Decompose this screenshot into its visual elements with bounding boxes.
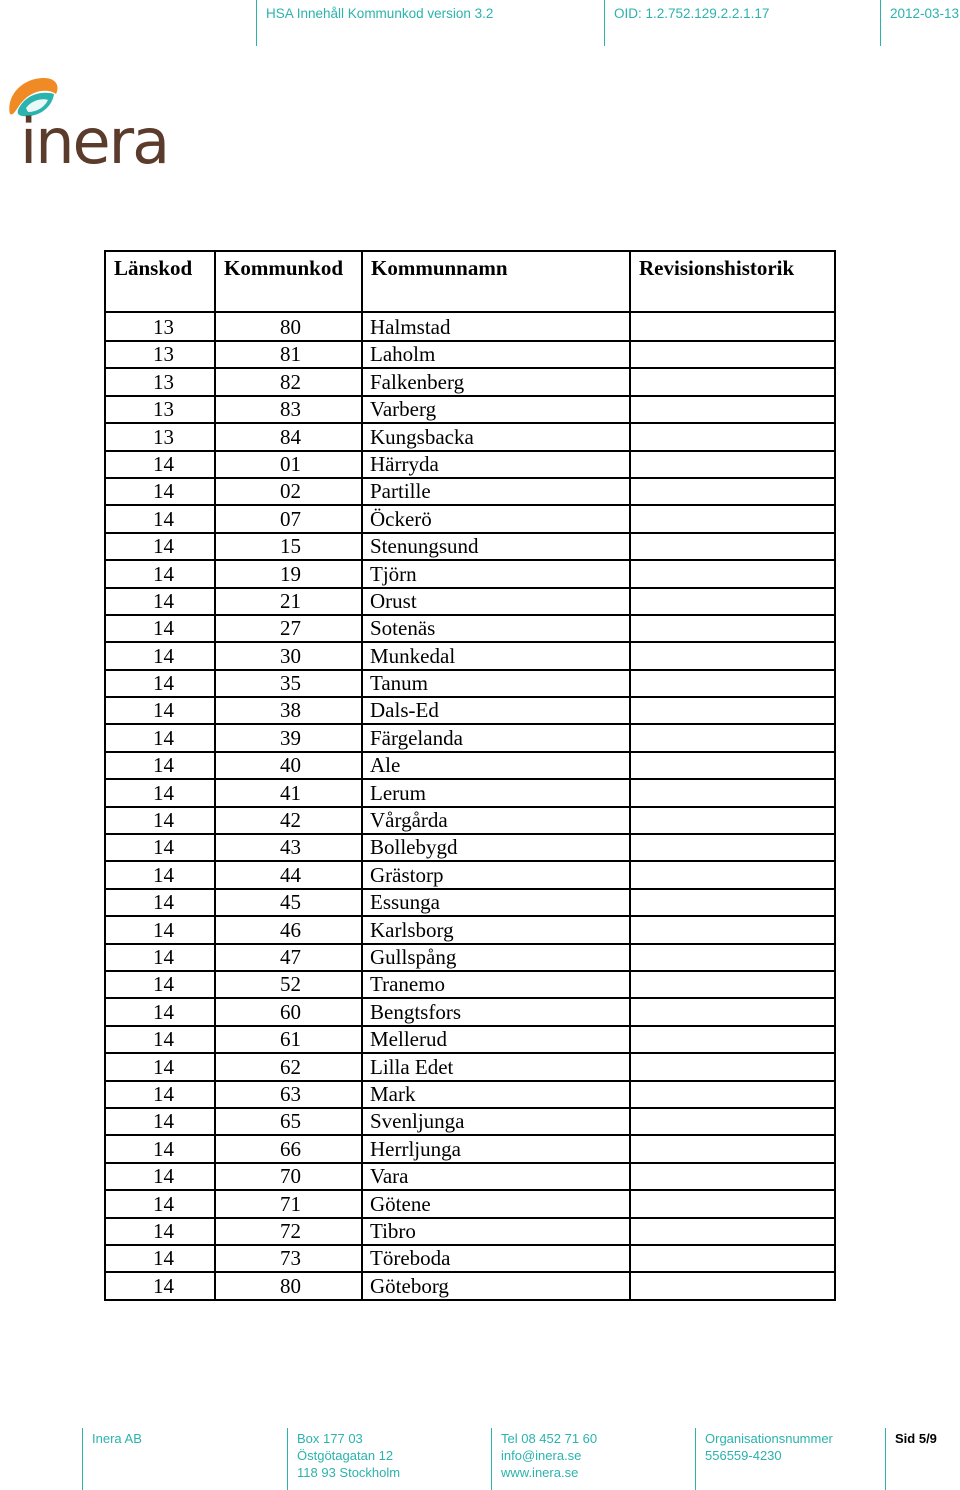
footer-org-label: Organisationsnummer bbox=[705, 1431, 833, 1446]
table-row bbox=[105, 1218, 835, 1245]
footer-website-link[interactable]: www.inera.se bbox=[501, 1465, 579, 1480]
kommunkod-cell: 15 bbox=[215, 533, 362, 560]
revisionshistorik-cell bbox=[630, 861, 835, 888]
header-doc-title: HSA Innehåll Kommunkod version 3.2 bbox=[266, 6, 494, 21]
kommunnamn-cell: Tranemo bbox=[362, 971, 630, 998]
lanskod-cell: 14 bbox=[105, 998, 215, 1025]
kommunkod-cell: 19 bbox=[215, 560, 362, 587]
revisionshistorik-cell bbox=[630, 916, 835, 943]
footer-company: Inera AB bbox=[92, 1431, 142, 1446]
kommunnamn-cell: Halmstad bbox=[362, 312, 630, 341]
inera-logo-text: inera bbox=[20, 105, 169, 178]
kommunnamn-cell: Falkenberg bbox=[362, 368, 630, 395]
table-row bbox=[105, 368, 835, 395]
page-footer bbox=[0, 1424, 960, 1490]
kommunnamn-cell: Tjörn bbox=[362, 560, 630, 587]
revisionshistorik-cell bbox=[630, 478, 835, 505]
page-number: Sid 5/9 bbox=[895, 1431, 937, 1446]
table-row bbox=[105, 779, 835, 806]
footer-address-line: Östgötagatan 12 bbox=[297, 1448, 394, 1463]
table-row bbox=[105, 505, 835, 532]
revisionshistorik-cell bbox=[630, 834, 835, 861]
revisionshistorik-cell bbox=[630, 724, 835, 751]
lanskod-cell: 14 bbox=[105, 1245, 215, 1272]
lanskod-cell: 14 bbox=[105, 1053, 215, 1080]
revisionshistorik-cell bbox=[630, 396, 835, 423]
kommunkod-cell: 39 bbox=[215, 724, 362, 751]
kommunkod-cell: 80 bbox=[215, 1272, 362, 1299]
lanskod-cell: 14 bbox=[105, 916, 215, 943]
kommunnamn-cell: Karlsborg bbox=[362, 916, 630, 943]
kommunkod-cell: 45 bbox=[215, 889, 362, 916]
header-doc-title-cell bbox=[256, 0, 597, 46]
footer-address-line: Box 177 03 bbox=[297, 1431, 363, 1446]
table-row bbox=[105, 1163, 835, 1190]
header-oid: OID: 1.2.752.129.2.2.1.17 bbox=[614, 6, 770, 21]
table-row bbox=[105, 1053, 835, 1080]
kommunnamn-cell: Munkedal bbox=[362, 642, 630, 669]
revisionshistorik-cell bbox=[630, 1190, 835, 1217]
revisionshistorik-cell bbox=[630, 1135, 835, 1162]
kommunnamn-cell: Varberg bbox=[362, 396, 630, 423]
table-row bbox=[105, 642, 835, 669]
lanskod-cell: 14 bbox=[105, 889, 215, 916]
kommunnamn-cell: Vårgårda bbox=[362, 807, 630, 834]
lanskod-cell: 14 bbox=[105, 1163, 215, 1190]
lanskod-cell: 14 bbox=[105, 779, 215, 806]
kommunnamn-cell: Kungsbacka bbox=[362, 423, 630, 450]
kommunnamn-cell: Stenungsund bbox=[362, 533, 630, 560]
kommunnamn-cell: Vara bbox=[362, 1163, 630, 1190]
kommunkod-cell: 80 bbox=[215, 312, 362, 341]
table-row bbox=[105, 724, 835, 751]
lanskod-cell: 13 bbox=[105, 423, 215, 450]
lanskod-cell: 14 bbox=[105, 1081, 215, 1108]
lanskod-cell: 14 bbox=[105, 944, 215, 971]
table-row bbox=[105, 1245, 835, 1272]
table-row bbox=[105, 588, 835, 615]
table-row bbox=[105, 1272, 835, 1299]
page-header bbox=[0, 0, 960, 48]
revisionshistorik-cell bbox=[630, 1163, 835, 1190]
kommunnamn-cell: Töreboda bbox=[362, 1245, 630, 1272]
table-row bbox=[105, 670, 835, 697]
revisionshistorik-cell bbox=[630, 889, 835, 916]
kommunkod-cell: 40 bbox=[215, 752, 362, 779]
lanskod-cell: 14 bbox=[105, 451, 215, 478]
footer-org-cell bbox=[695, 1428, 881, 1490]
kommunnamn-cell: Lilla Edet bbox=[362, 1053, 630, 1080]
table-row bbox=[105, 560, 835, 587]
footer-address-cell bbox=[287, 1428, 488, 1490]
lanskod-cell: 13 bbox=[105, 368, 215, 395]
kommunkod-cell: 66 bbox=[215, 1135, 362, 1162]
table-row bbox=[105, 478, 835, 505]
kommunnamn-cell: Partille bbox=[362, 478, 630, 505]
kommunkod-cell: 70 bbox=[215, 1163, 362, 1190]
revisionshistorik-cell bbox=[630, 1053, 835, 1080]
revisionshistorik-cell bbox=[630, 423, 835, 450]
kommunnamn-cell: Bollebygd bbox=[362, 834, 630, 861]
table-row bbox=[105, 697, 835, 724]
kommunkod-table bbox=[104, 250, 836, 1301]
kommunkod-cell: 44 bbox=[215, 861, 362, 888]
table-row bbox=[105, 834, 835, 861]
kommunnamn-cell: Färgelanda bbox=[362, 724, 630, 751]
kommunkod-cell: 46 bbox=[215, 916, 362, 943]
revisionshistorik-cell bbox=[630, 505, 835, 532]
kommunnamn-cell: Öckerö bbox=[362, 505, 630, 532]
kommunnamn-cell: Laholm bbox=[362, 341, 630, 368]
kommunkod-cell: 21 bbox=[215, 588, 362, 615]
revisionshistorik-cell bbox=[630, 752, 835, 779]
kommunnamn-cell: Svenljunga bbox=[362, 1108, 630, 1135]
lanskod-cell: 13 bbox=[105, 312, 215, 341]
lanskod-cell: 14 bbox=[105, 1190, 215, 1217]
kommunnamn-cell: Gullspång bbox=[362, 944, 630, 971]
kommunkod-cell: 01 bbox=[215, 451, 362, 478]
revisionshistorik-cell bbox=[630, 533, 835, 560]
revisionshistorik-cell bbox=[630, 642, 835, 669]
table-row bbox=[105, 861, 835, 888]
kommunkod-cell: 73 bbox=[215, 1245, 362, 1272]
lanskod-cell: 14 bbox=[105, 588, 215, 615]
footer-page-cell bbox=[885, 1428, 960, 1490]
table-row bbox=[105, 916, 835, 943]
footer-company-cell bbox=[82, 1428, 283, 1490]
kommunnamn-cell: Grästorp bbox=[362, 861, 630, 888]
revisionshistorik-cell bbox=[630, 451, 835, 478]
table-row bbox=[105, 807, 835, 834]
lanskod-cell: 14 bbox=[105, 1272, 215, 1299]
kommunkod-cell: 02 bbox=[215, 478, 362, 505]
kommunkod-cell: 84 bbox=[215, 423, 362, 450]
kommunnamn-cell: Tanum bbox=[362, 670, 630, 697]
table-row bbox=[105, 971, 835, 998]
kommunnamn-cell: Mellerud bbox=[362, 1026, 630, 1053]
table-row bbox=[105, 889, 835, 916]
kommunkod-cell: 41 bbox=[215, 779, 362, 806]
revisionshistorik-cell bbox=[630, 1218, 835, 1245]
table-row bbox=[105, 341, 835, 368]
kommunnamn-cell: Essunga bbox=[362, 889, 630, 916]
lanskod-cell: 14 bbox=[105, 505, 215, 532]
kommunnamn-cell: Göteborg bbox=[362, 1272, 630, 1299]
revisionshistorik-cell bbox=[630, 1245, 835, 1272]
lanskod-cell: 14 bbox=[105, 560, 215, 587]
kommunnamn-cell: Götene bbox=[362, 1190, 630, 1217]
footer-org-number: 556559-4230 bbox=[705, 1448, 782, 1463]
table-row bbox=[105, 1108, 835, 1135]
revisionshistorik-cell bbox=[630, 560, 835, 587]
kommunnamn-cell: Dals-Ed bbox=[362, 697, 630, 724]
kommunkod-cell: 47 bbox=[215, 944, 362, 971]
table-row bbox=[105, 396, 835, 423]
table-row bbox=[105, 998, 835, 1025]
table-row bbox=[105, 944, 835, 971]
kommunnamn-cell: Härryda bbox=[362, 451, 630, 478]
kommunnamn-cell: Sotenäs bbox=[362, 615, 630, 642]
lanskod-cell: 14 bbox=[105, 724, 215, 751]
revisionshistorik-cell bbox=[630, 615, 835, 642]
table-row bbox=[105, 752, 835, 779]
kommunkod-cell: 07 bbox=[215, 505, 362, 532]
revisionshistorik-cell bbox=[630, 944, 835, 971]
lanskod-cell: 14 bbox=[105, 615, 215, 642]
table-row bbox=[105, 1135, 835, 1162]
kommunkod-cell: 27 bbox=[215, 615, 362, 642]
footer-contact-cell bbox=[491, 1428, 692, 1490]
revisionshistorik-cell bbox=[630, 807, 835, 834]
kommunkod-cell: 61 bbox=[215, 1026, 362, 1053]
revisionshistorik-cell bbox=[630, 998, 835, 1025]
kommunnamn-cell: Lerum bbox=[362, 779, 630, 806]
kommunnamn-cell: Orust bbox=[362, 588, 630, 615]
table-row bbox=[105, 1081, 835, 1108]
revisionshistorik-cell bbox=[630, 312, 835, 341]
table-row bbox=[105, 1190, 835, 1217]
kommunkod-cell: 71 bbox=[215, 1190, 362, 1217]
kommunkod-cell: 35 bbox=[215, 670, 362, 697]
column-header-lanskod: Länskod bbox=[105, 251, 215, 312]
kommunnamn-cell: Tibro bbox=[362, 1218, 630, 1245]
kommunkod-cell: 43 bbox=[215, 834, 362, 861]
lanskod-cell: 14 bbox=[105, 861, 215, 888]
lanskod-cell: 14 bbox=[105, 533, 215, 560]
kommunkod-cell: 72 bbox=[215, 1218, 362, 1245]
revisionshistorik-cell bbox=[630, 779, 835, 806]
column-header-kommunnamn: Kommunnamn bbox=[362, 251, 630, 312]
column-header-revisionshistorik: Revisionshistorik bbox=[630, 251, 835, 312]
footer-phone: Tel 08 452 71 60 bbox=[501, 1431, 598, 1446]
kommunkod-cell: 83 bbox=[215, 396, 362, 423]
lanskod-cell: 14 bbox=[105, 697, 215, 724]
table-row bbox=[105, 533, 835, 560]
table-row bbox=[105, 451, 835, 478]
table-row bbox=[105, 1026, 835, 1053]
lanskod-cell: 14 bbox=[105, 670, 215, 697]
revisionshistorik-cell bbox=[630, 588, 835, 615]
kommunkod-cell: 30 bbox=[215, 642, 362, 669]
header-date-cell bbox=[880, 0, 960, 46]
table-header-row bbox=[105, 251, 835, 312]
column-header-kommunkod: Kommunkod bbox=[215, 251, 362, 312]
lanskod-cell: 14 bbox=[105, 642, 215, 669]
kommunkod-cell: 65 bbox=[215, 1108, 362, 1135]
lanskod-cell: 14 bbox=[105, 752, 215, 779]
lanskod-cell: 14 bbox=[105, 971, 215, 998]
lanskod-cell: 14 bbox=[105, 1026, 215, 1053]
kommunkod-cell: 38 bbox=[215, 697, 362, 724]
kommunkod-cell: 81 bbox=[215, 341, 362, 368]
kommunkod-cell: 52 bbox=[215, 971, 362, 998]
revisionshistorik-cell bbox=[630, 697, 835, 724]
lanskod-cell: 14 bbox=[105, 1218, 215, 1245]
kommunkod-cell: 62 bbox=[215, 1053, 362, 1080]
revisionshistorik-cell bbox=[630, 1081, 835, 1108]
lanskod-cell: 13 bbox=[105, 341, 215, 368]
kommunnamn-cell: Herrljunga bbox=[362, 1135, 630, 1162]
footer-address-line: 118 93 Stockholm bbox=[297, 1465, 401, 1480]
lanskod-cell: 14 bbox=[105, 1108, 215, 1135]
revisionshistorik-cell bbox=[630, 1272, 835, 1299]
revisionshistorik-cell bbox=[630, 368, 835, 395]
revisionshistorik-cell bbox=[630, 341, 835, 368]
revisionshistorik-cell bbox=[630, 1108, 835, 1135]
lanskod-cell: 14 bbox=[105, 807, 215, 834]
header-oid-cell bbox=[604, 0, 875, 46]
revisionshistorik-cell bbox=[630, 1026, 835, 1053]
kommunkod-cell: 60 bbox=[215, 998, 362, 1025]
revisionshistorik-cell bbox=[630, 971, 835, 998]
kommunnamn-cell: Ale bbox=[362, 752, 630, 779]
lanskod-cell: 13 bbox=[105, 396, 215, 423]
kommunkod-cell: 42 bbox=[215, 807, 362, 834]
kommunkod-cell: 63 bbox=[215, 1081, 362, 1108]
header-date: 2012-03-13 bbox=[890, 6, 960, 21]
kommunkod-cell: 82 bbox=[215, 368, 362, 395]
lanskod-cell: 14 bbox=[105, 834, 215, 861]
table-row bbox=[105, 312, 835, 341]
footer-email-link[interactable]: info@inera.se bbox=[501, 1448, 582, 1463]
revisionshistorik-cell bbox=[630, 670, 835, 697]
table-row bbox=[105, 423, 835, 450]
kommunnamn-cell: Mark bbox=[362, 1081, 630, 1108]
table-row bbox=[105, 615, 835, 642]
kommunnamn-cell: Bengtsfors bbox=[362, 998, 630, 1025]
lanskod-cell: 14 bbox=[105, 1135, 215, 1162]
table-body bbox=[105, 312, 835, 1300]
lanskod-cell: 14 bbox=[105, 478, 215, 505]
